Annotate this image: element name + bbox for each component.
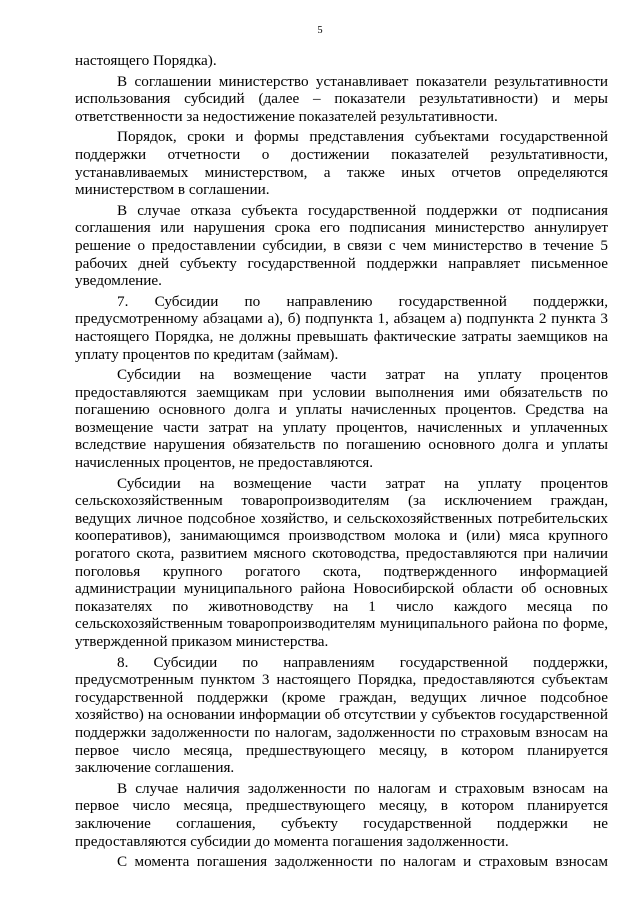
document-body [75,52,608,874]
paragraph-item-7: 7. Субсидии по направлению государственной поддержки, предусмотренному абзацами а), б) подпункта 1, абзацем а) подпункта 2 пункта 3 настоящего Порядка, не должны превышать фактические затраты заемщиков на уплату процентов по кредитам (займам). [75,292,608,363]
paragraph-livestock-producers: Субсидии на возмещение части затрат на уплату процентов сельскохозяйственным товаропроизводителям (за исключением граждан, ведущих личное подсобное хозяйство, и сельскохозяйственных потребительских кооперативов), занимающимся производством молока и (или) мяса крупного рогатого скота, развитием мясного скотоводства, предоставляются при наличии поголовья крупного рогатого скота, подтвержденного информацией администрации муниципального района Новосибирской области об основных показателях по животноводству на 1 число каждого месяца по сельскохозяйственным товаропроизводителям муниципального района по форме, утвержденной приказом министерства. [75,474,608,650]
page-number: 5 [317,25,323,36]
paragraph-refusal-to-sign: В случае отказа субъекта государственной поддержки от подписания соглашения или нарушения срока его подписания министерство аннулирует решение о предоставлении субсидии, в связи с чем министерство в течение 5 рабочих дней субъекту государственной поддержки направляет письменное уведомление. [75,201,608,290]
paragraph-continuation: настоящего Порядка). [75,52,217,69]
paragraph-debt-repaid: С момента погашения задолженности по налогам и страховым взносам [117,853,608,871]
paragraph-item-8: 8. Субсидии по направлениям государственной поддержки, предусмотренным пунктом 3 настоящего Порядка, предоставляются субъектам государственной поддержки (кроме граждан, ведущих личное подсобное хозяйство) на основании информации об отсутствии у субъектов государственной поддержки задолженности по налогам, задолженности по страховым взносам на первое число месяца, предшествующего месяцу, в котором планируется заключение соглашения. [75,653,608,777]
paragraph-performance-indicators: В соглашении министерство устанавливает показатели результативности использования субсидий (далее – показатели результативности) и меры ответственности за недостижение показателей результативности. [75,72,608,125]
paragraph-interest-conditions: Субсидии на возмещение части затрат на уплату процентов предоставляются заемщикам при условии выполнения ими обязательств по погашению основного долга и уплаты начисленных процентов. Средства на возмещение части затрат на уплату процентов, начисленных и уплаченных вследствие нарушения обязательств по погашению основного долга и уплаты начисленных процентов, не предоставляются. [75,366,608,472]
paragraph-debt-present: В случае наличия задолженности по налогам и страховым взносам на первое число месяца, предшествующего месяцу, в котором планируется заключение соглашения, субъекту государственной поддержки не предоставляются субсидии до момента погашения задолженности. [75,779,608,850]
paragraph-reporting-procedure: Порядок, сроки и формы представления субъектами государственной поддержки отчетности о достижении показателей результативности, устанавливаемых министерством, а также иных отчетов определяются министерством в соглашении. [75,128,608,199]
